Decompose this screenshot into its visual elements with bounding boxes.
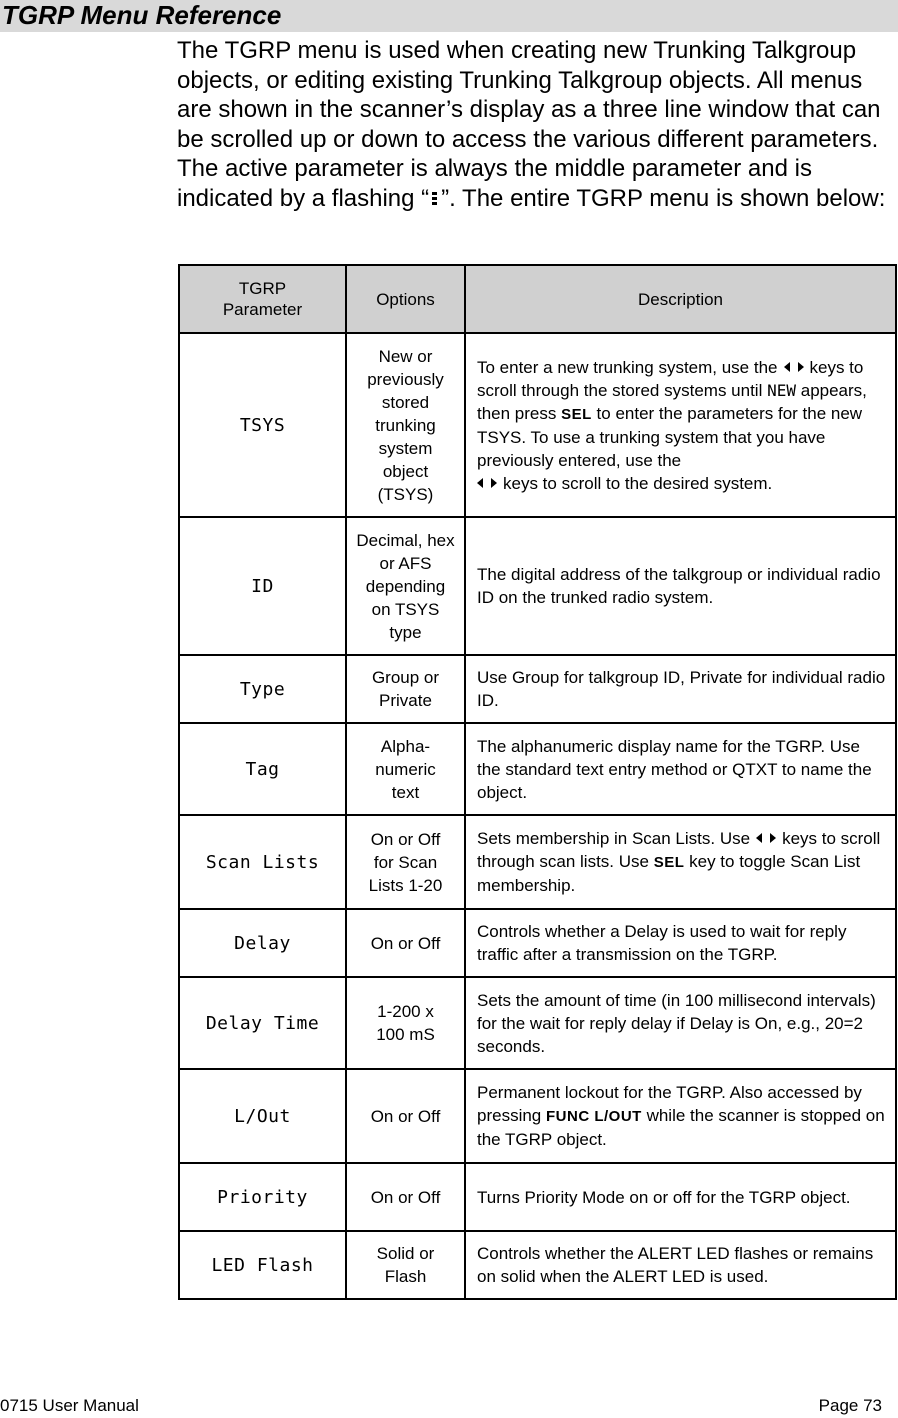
table-header-row bbox=[179, 265, 896, 333]
table-row bbox=[179, 333, 896, 517]
footer-page-number: Page 73 bbox=[818, 1396, 882, 1415]
description-cell: The alphanumeric display name for the TGRP. Use the standard text entry method or QTXT to name the object. bbox=[465, 723, 896, 815]
left-arrow-icon bbox=[784, 362, 790, 372]
description-cell: Controls whether the ALERT LED flashes or remains on solid when the ALERT LED is used. bbox=[465, 1231, 896, 1299]
table-row bbox=[179, 1231, 896, 1299]
description-cell: Permanent lockout for the TGRP. Also accessed by pressing FUNC L/OUT while the scanner is stopped on the TGRP object. bbox=[465, 1069, 896, 1163]
options-cell: 1-200 x 100 mS bbox=[346, 977, 465, 1069]
table-row bbox=[179, 815, 896, 909]
table-row bbox=[179, 723, 896, 815]
table-row bbox=[179, 655, 896, 723]
options-cell: New or previously stored trunking system object (TSYS) bbox=[346, 333, 465, 517]
key-label: SEL bbox=[653, 854, 685, 871]
table-row bbox=[179, 517, 896, 655]
param-cell bbox=[179, 517, 346, 655]
tgrp-reference-table bbox=[178, 264, 897, 1300]
options-cell: Group or Private bbox=[346, 655, 465, 723]
param-cell bbox=[179, 333, 346, 517]
param-name: ID bbox=[251, 575, 274, 597]
options-cell: On or Off for Scan Lists 1-20 bbox=[346, 815, 465, 909]
param-cell bbox=[179, 977, 346, 1069]
param-cell bbox=[179, 723, 346, 815]
param-name: Priority bbox=[217, 1186, 308, 1208]
header-options: Options bbox=[346, 265, 465, 333]
lcd-text: NEW bbox=[767, 380, 796, 400]
param-name: L/Out bbox=[234, 1105, 291, 1127]
header-parameter: TGRP Parameter bbox=[179, 265, 346, 333]
param-name: TSYS bbox=[239, 414, 286, 436]
description-cell: The digital address of the talkgroup or individual radio ID on the trunked radio system. bbox=[465, 517, 896, 655]
key-label: SEL bbox=[561, 405, 592, 423]
footer-manual-name: 0715 User Manual bbox=[0, 1396, 139, 1415]
options-cell: Decimal, hex or AFS depending on TSYS type bbox=[346, 517, 465, 655]
options-cell: Solid or Flash bbox=[346, 1231, 465, 1299]
right-arrow-icon bbox=[491, 478, 497, 488]
intro-paragraph bbox=[177, 36, 895, 213]
param-name: Tag bbox=[245, 758, 280, 780]
left-arrow-icon bbox=[477, 478, 483, 488]
flashing-cursor-icon bbox=[429, 189, 441, 207]
options-cell: On or Off bbox=[346, 1069, 465, 1163]
description-cell: Sets membership in Scan Lists. Use keys to scroll through scan lists. Use SEL key to toggle Scan List membership. bbox=[465, 815, 896, 909]
intro-text-1: The TGRP menu is used when creating new Trunking Talkgroup objects, or editing existing Trunking Talkgroup objects. All menus are shown in the scanner’s display as a three line window that can be scrolled up or down to access the various different parameters. The active parameter is always the middle parameter and is indicated by a flashing “ bbox=[177, 37, 881, 212]
intro-text-2: ”. The entire TGRP menu is shown below: bbox=[441, 184, 886, 212]
param-name: Delay Time bbox=[205, 1012, 320, 1034]
param-cell bbox=[179, 815, 346, 909]
options-cell: Alpha-numeric text bbox=[346, 723, 465, 815]
description-cell: Sets the amount of time (in 100 millisecond intervals) for the wait for reply delay if Delay is On, e.g., 20=2 seconds. bbox=[465, 977, 896, 1069]
table-row bbox=[179, 1163, 896, 1231]
param-cell bbox=[179, 655, 346, 723]
table-row bbox=[179, 977, 896, 1069]
options-cell: On or Off bbox=[346, 1163, 465, 1231]
description-cell: Controls whether a Delay is used to wait for reply traffic after a transmission on the TGRP. bbox=[465, 909, 896, 977]
param-name: LED Flash bbox=[211, 1254, 314, 1276]
param-name: Delay bbox=[234, 932, 291, 954]
options-cell: On or Off bbox=[346, 909, 465, 977]
param-cell bbox=[179, 1069, 346, 1163]
section-title: TGRP Menu Reference bbox=[2, 0, 282, 30]
right-arrow-icon bbox=[770, 833, 776, 843]
param-cell bbox=[179, 909, 346, 977]
table-row bbox=[179, 909, 896, 977]
left-arrow-icon bbox=[756, 833, 762, 843]
table-row bbox=[179, 1069, 896, 1163]
header-description: Description bbox=[465, 265, 896, 333]
description-cell: To enter a new trunking system, use the keys to scroll through the stored systems until NEW appears, then press SEL to enter the parameters for the new TSYS. To use a trunking system that you have previously entered, use the keys to scroll to the desired system. bbox=[465, 333, 896, 517]
param-name: Scan Lists bbox=[205, 851, 320, 873]
key-label: FUNC L/OUT bbox=[546, 1108, 642, 1125]
param-cell bbox=[179, 1163, 346, 1231]
right-arrow-icon bbox=[798, 362, 804, 372]
param-name: Type bbox=[239, 678, 286, 700]
param-cell bbox=[179, 1231, 346, 1299]
description-cell: Turns Priority Mode on or off for the TGRP object. bbox=[465, 1163, 896, 1231]
description-cell: Use Group for talkgroup ID, Private for individual radio ID. bbox=[465, 655, 896, 723]
